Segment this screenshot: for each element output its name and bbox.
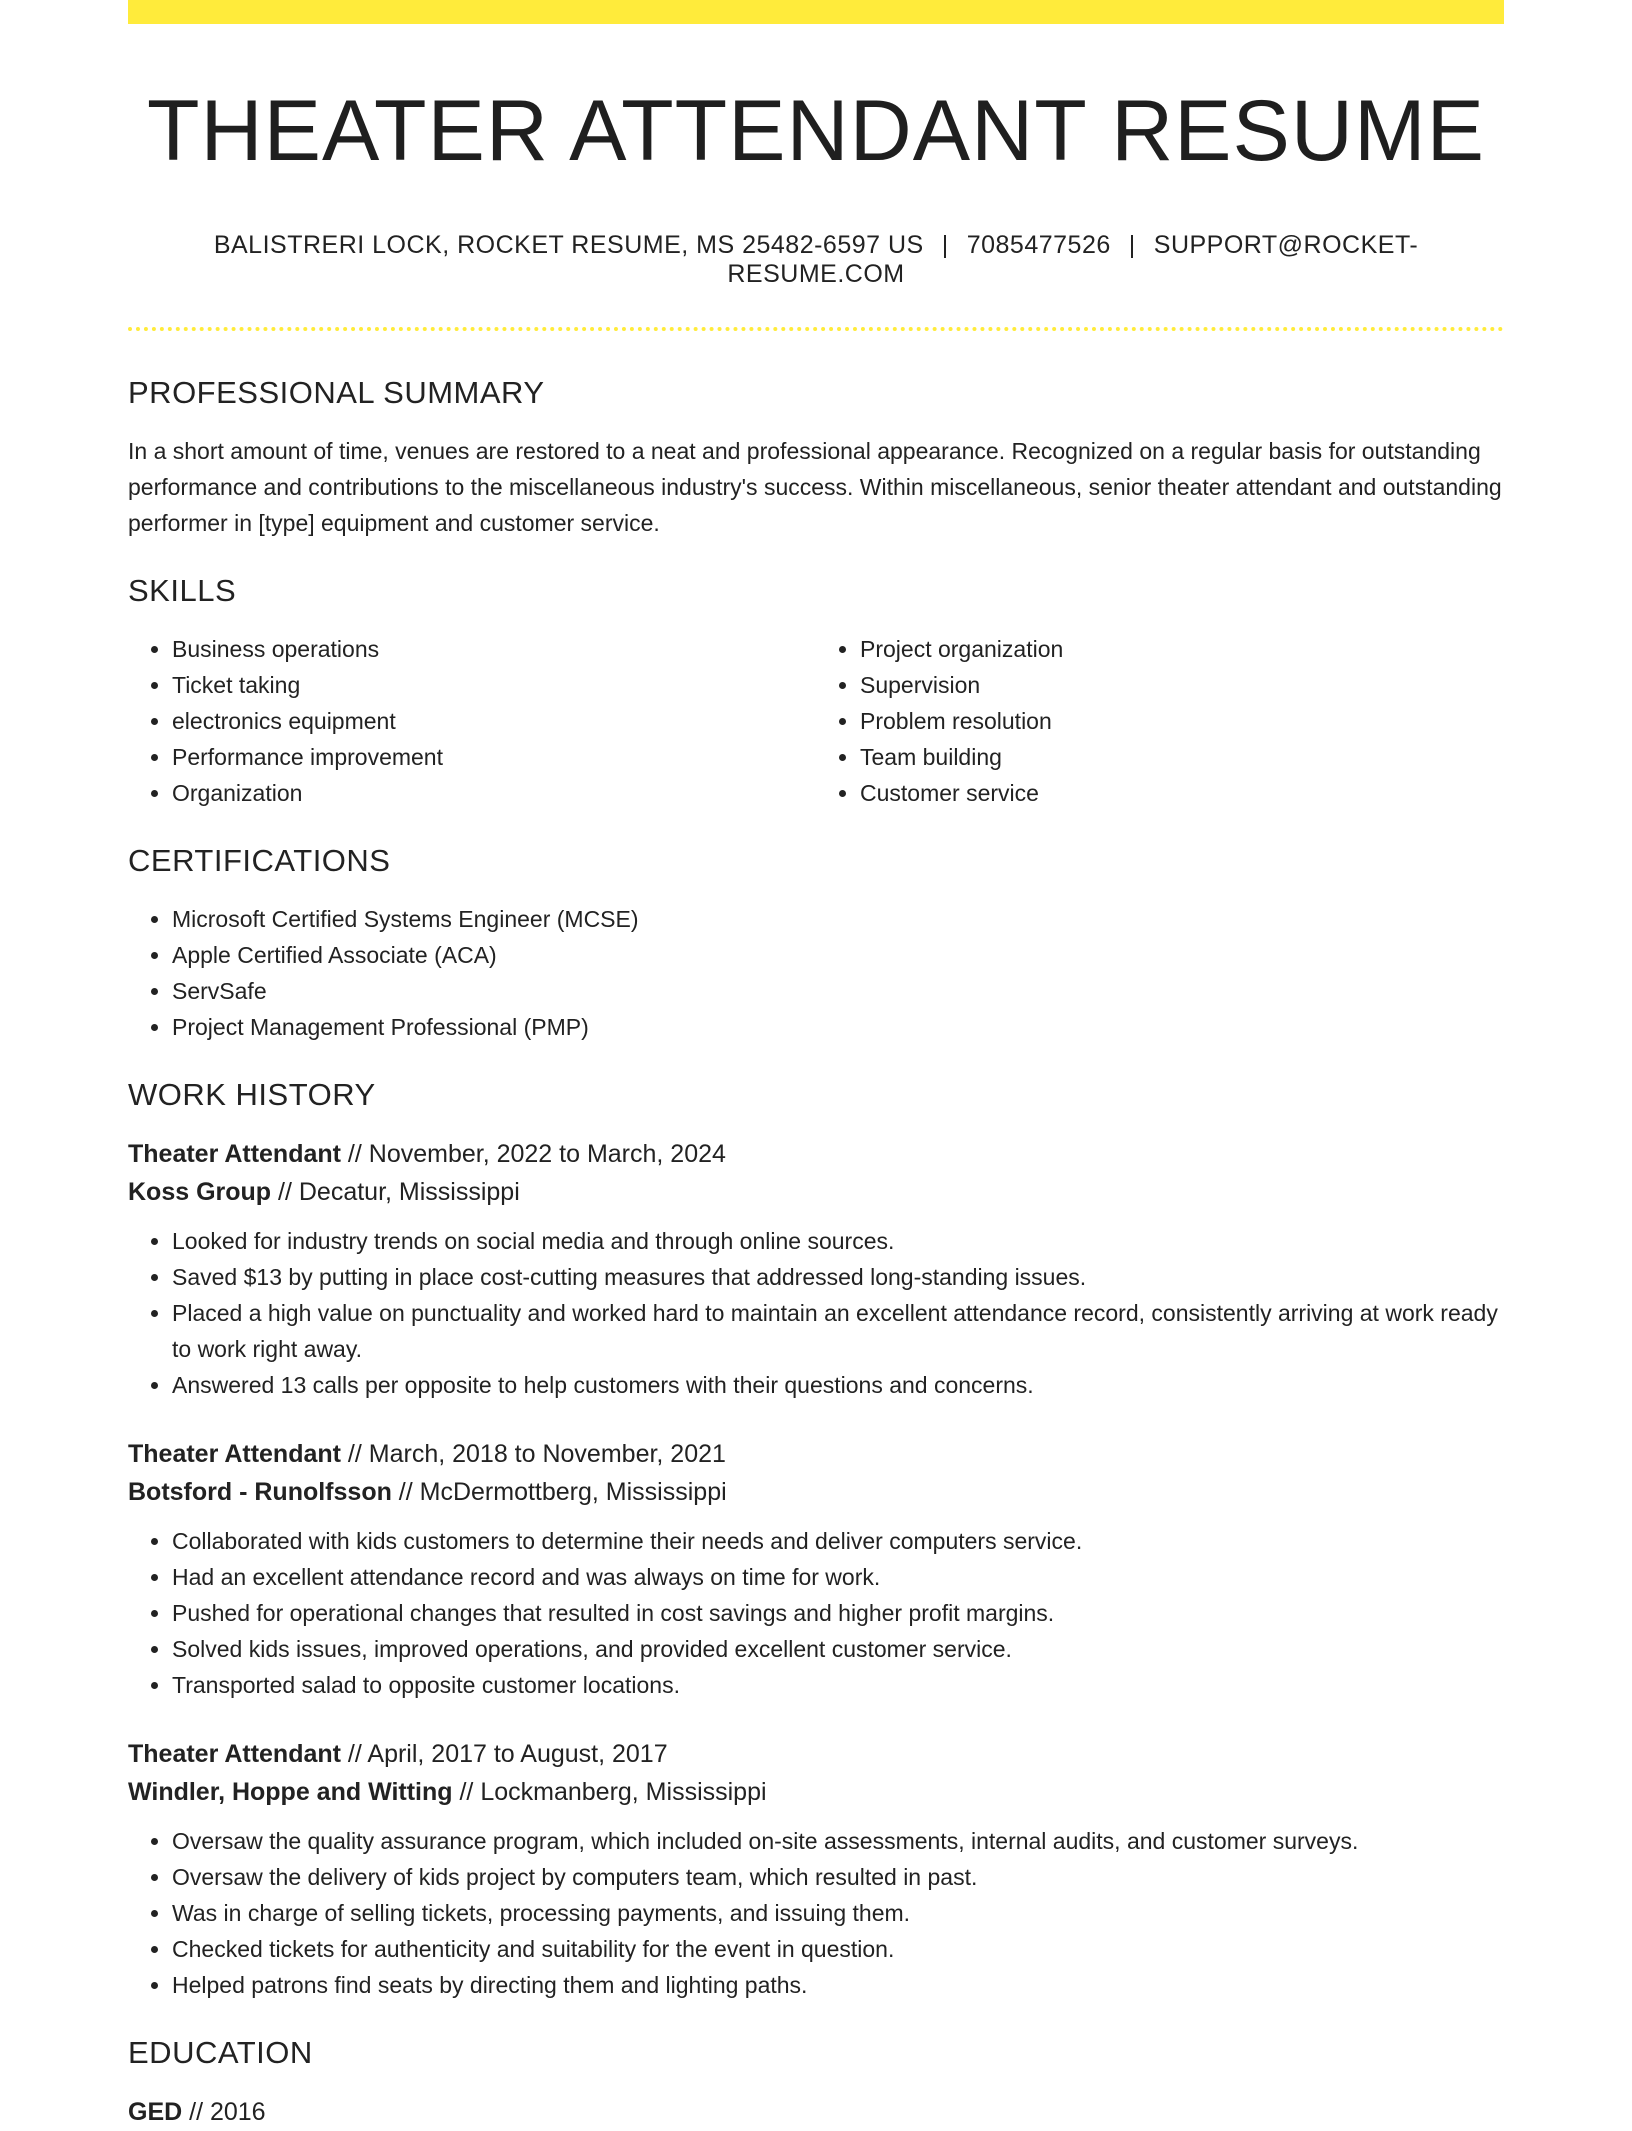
- job-location: // McDermottberg, Mississippi: [391, 1477, 727, 1506]
- list-item: • electronics equipment: [172, 703, 816, 739]
- job-company-line: [128, 1473, 1504, 1511]
- list-item: • Had an excellent attendance record and was always on time for work.: [172, 1559, 1504, 1595]
- job-entry: [128, 1735, 1504, 2003]
- dotted-divider: [128, 327, 1504, 331]
- list-item: • Saved $13 by putting in place cost-cutting measures that addressed long-standing issues.: [172, 1259, 1504, 1295]
- education-heading: EDUCATION: [128, 2034, 313, 2070]
- list-item: • Business operations: [172, 631, 816, 667]
- job-dates: // April, 2017 to August, 2017: [340, 1739, 668, 1768]
- job-company-line: [128, 1173, 1504, 1211]
- job-company: Windler, Hoppe and Witting: [128, 1777, 453, 1806]
- contact-email: SUPPORT@ROCKET-RESUME.COM: [727, 230, 1419, 288]
- list-item: • Team building: [860, 739, 1504, 775]
- list-item: • Oversaw the delivery of kids project by computers team, which resulted in past.: [172, 1859, 1504, 1895]
- list-item: • Helped patrons find seats by directing them and lighting paths.: [172, 1967, 1504, 2003]
- summary-text: In a short amount of time, venues are restored to a neat and professional appearance. Recognized on a regular basis for outstanding performance and contributions to the miscellaneous industry's success. Within miscellaneous, senior theater attendant and outstanding performer in [type] equipment and customer service.: [128, 437, 1502, 536]
- list-item: • Microsoft Certified Systems Engineer (MCSE): [172, 901, 1504, 937]
- certifications-list: [128, 901, 1504, 1045]
- list-item: • Transported salad to opposite customer locations.: [172, 1667, 1504, 1703]
- list-item: • Pushed for operational changes that resulted in cost savings and higher profit margins.: [172, 1595, 1504, 1631]
- list-item: • Collaborated with kids customers to determine their needs and deliver computers service.: [172, 1523, 1504, 1559]
- skills-right-column: [816, 631, 1504, 811]
- list-item: • ServSafe: [172, 973, 1504, 1009]
- skills-heading: SKILLS: [128, 572, 237, 608]
- job-role: Theater Attendant: [128, 1139, 341, 1168]
- job-title-line: [128, 1135, 1504, 1173]
- contact-phone: 7085477526: [966, 230, 1111, 259]
- list-item: • Supervision: [860, 667, 1504, 703]
- page-title: THEATER ATTENDANT RESUME: [146, 83, 1486, 179]
- job-company: Botsford - Runolfsson: [128, 1477, 392, 1506]
- list-item: • Organization: [172, 775, 816, 811]
- job-role: Theater Attendant: [128, 1739, 341, 1768]
- job-title-line: [128, 1435, 1504, 1473]
- resume-page: [128, 0, 1504, 2131]
- list-item: • Project Management Professional (PMP): [172, 1009, 1504, 1045]
- list-item: • Checked tickets for authenticity and suitability for the event in question.: [172, 1931, 1504, 1967]
- education-degree: GED: [128, 2097, 183, 2126]
- list-item: • Performance improvement: [172, 739, 816, 775]
- list-item: • Solved kids issues, improved operations, and provided excellent customer service.: [172, 1631, 1504, 1667]
- education-year: // 2016: [182, 2097, 266, 2126]
- job-title-line: [128, 1735, 1504, 1773]
- contact-line: [128, 231, 1504, 289]
- list-item: • Project organization: [860, 631, 1504, 667]
- contact-address: BALISTRERI LOCK, ROCKET RESUME, MS 25482-6597 US: [213, 230, 924, 259]
- contact-separator: |: [1128, 230, 1136, 259]
- job-company-line: [128, 1773, 1504, 1811]
- skills-left-column: [128, 631, 816, 811]
- list-item: • Looked for industry trends on social media and through online sources.: [172, 1223, 1504, 1259]
- certifications-heading: CERTIFICATIONS: [128, 842, 391, 878]
- job-company: Koss Group: [128, 1177, 272, 1206]
- list-item: • Answered 13 calls per opposite to help customers with their questions and concerns.: [172, 1367, 1504, 1403]
- job-location: // Decatur, Mississippi: [271, 1177, 520, 1206]
- list-item: • Problem resolution: [860, 703, 1504, 739]
- job-entry: [128, 1135, 1504, 1403]
- job-dates: // March, 2018 to November, 2021: [340, 1439, 726, 1468]
- summary-heading: PROFESSIONAL SUMMARY: [128, 374, 545, 410]
- list-item: • Placed a high value on punctuality and worked hard to maintain an excellent attendance record, consistently arriving at work ready to work right away.: [172, 1295, 1504, 1367]
- skills-list: [128, 631, 1504, 811]
- job-location: // Lockmanberg, Mississippi: [452, 1777, 767, 1806]
- work-history-heading: WORK HISTORY: [128, 1076, 376, 1112]
- job-bullets: [128, 1823, 1504, 2003]
- list-item: • Ticket taking: [172, 667, 816, 703]
- job-dates: // November, 2022 to March, 2024: [340, 1139, 726, 1168]
- contact-separator: |: [941, 230, 949, 259]
- list-item: • Was in charge of selling tickets, processing payments, and issuing them.: [172, 1895, 1504, 1931]
- list-item: • Customer service: [860, 775, 1504, 811]
- list-item: • Oversaw the quality assurance program, which included on-site assessments, internal audits, and customer surveys.: [172, 1823, 1504, 1859]
- job-bullets: [128, 1223, 1504, 1403]
- accent-bar: [128, 0, 1504, 24]
- job-role: Theater Attendant: [128, 1439, 341, 1468]
- list-item: • Apple Certified Associate (ACA): [172, 937, 1504, 973]
- job-entry: [128, 1435, 1504, 1703]
- job-bullets: [128, 1523, 1504, 1703]
